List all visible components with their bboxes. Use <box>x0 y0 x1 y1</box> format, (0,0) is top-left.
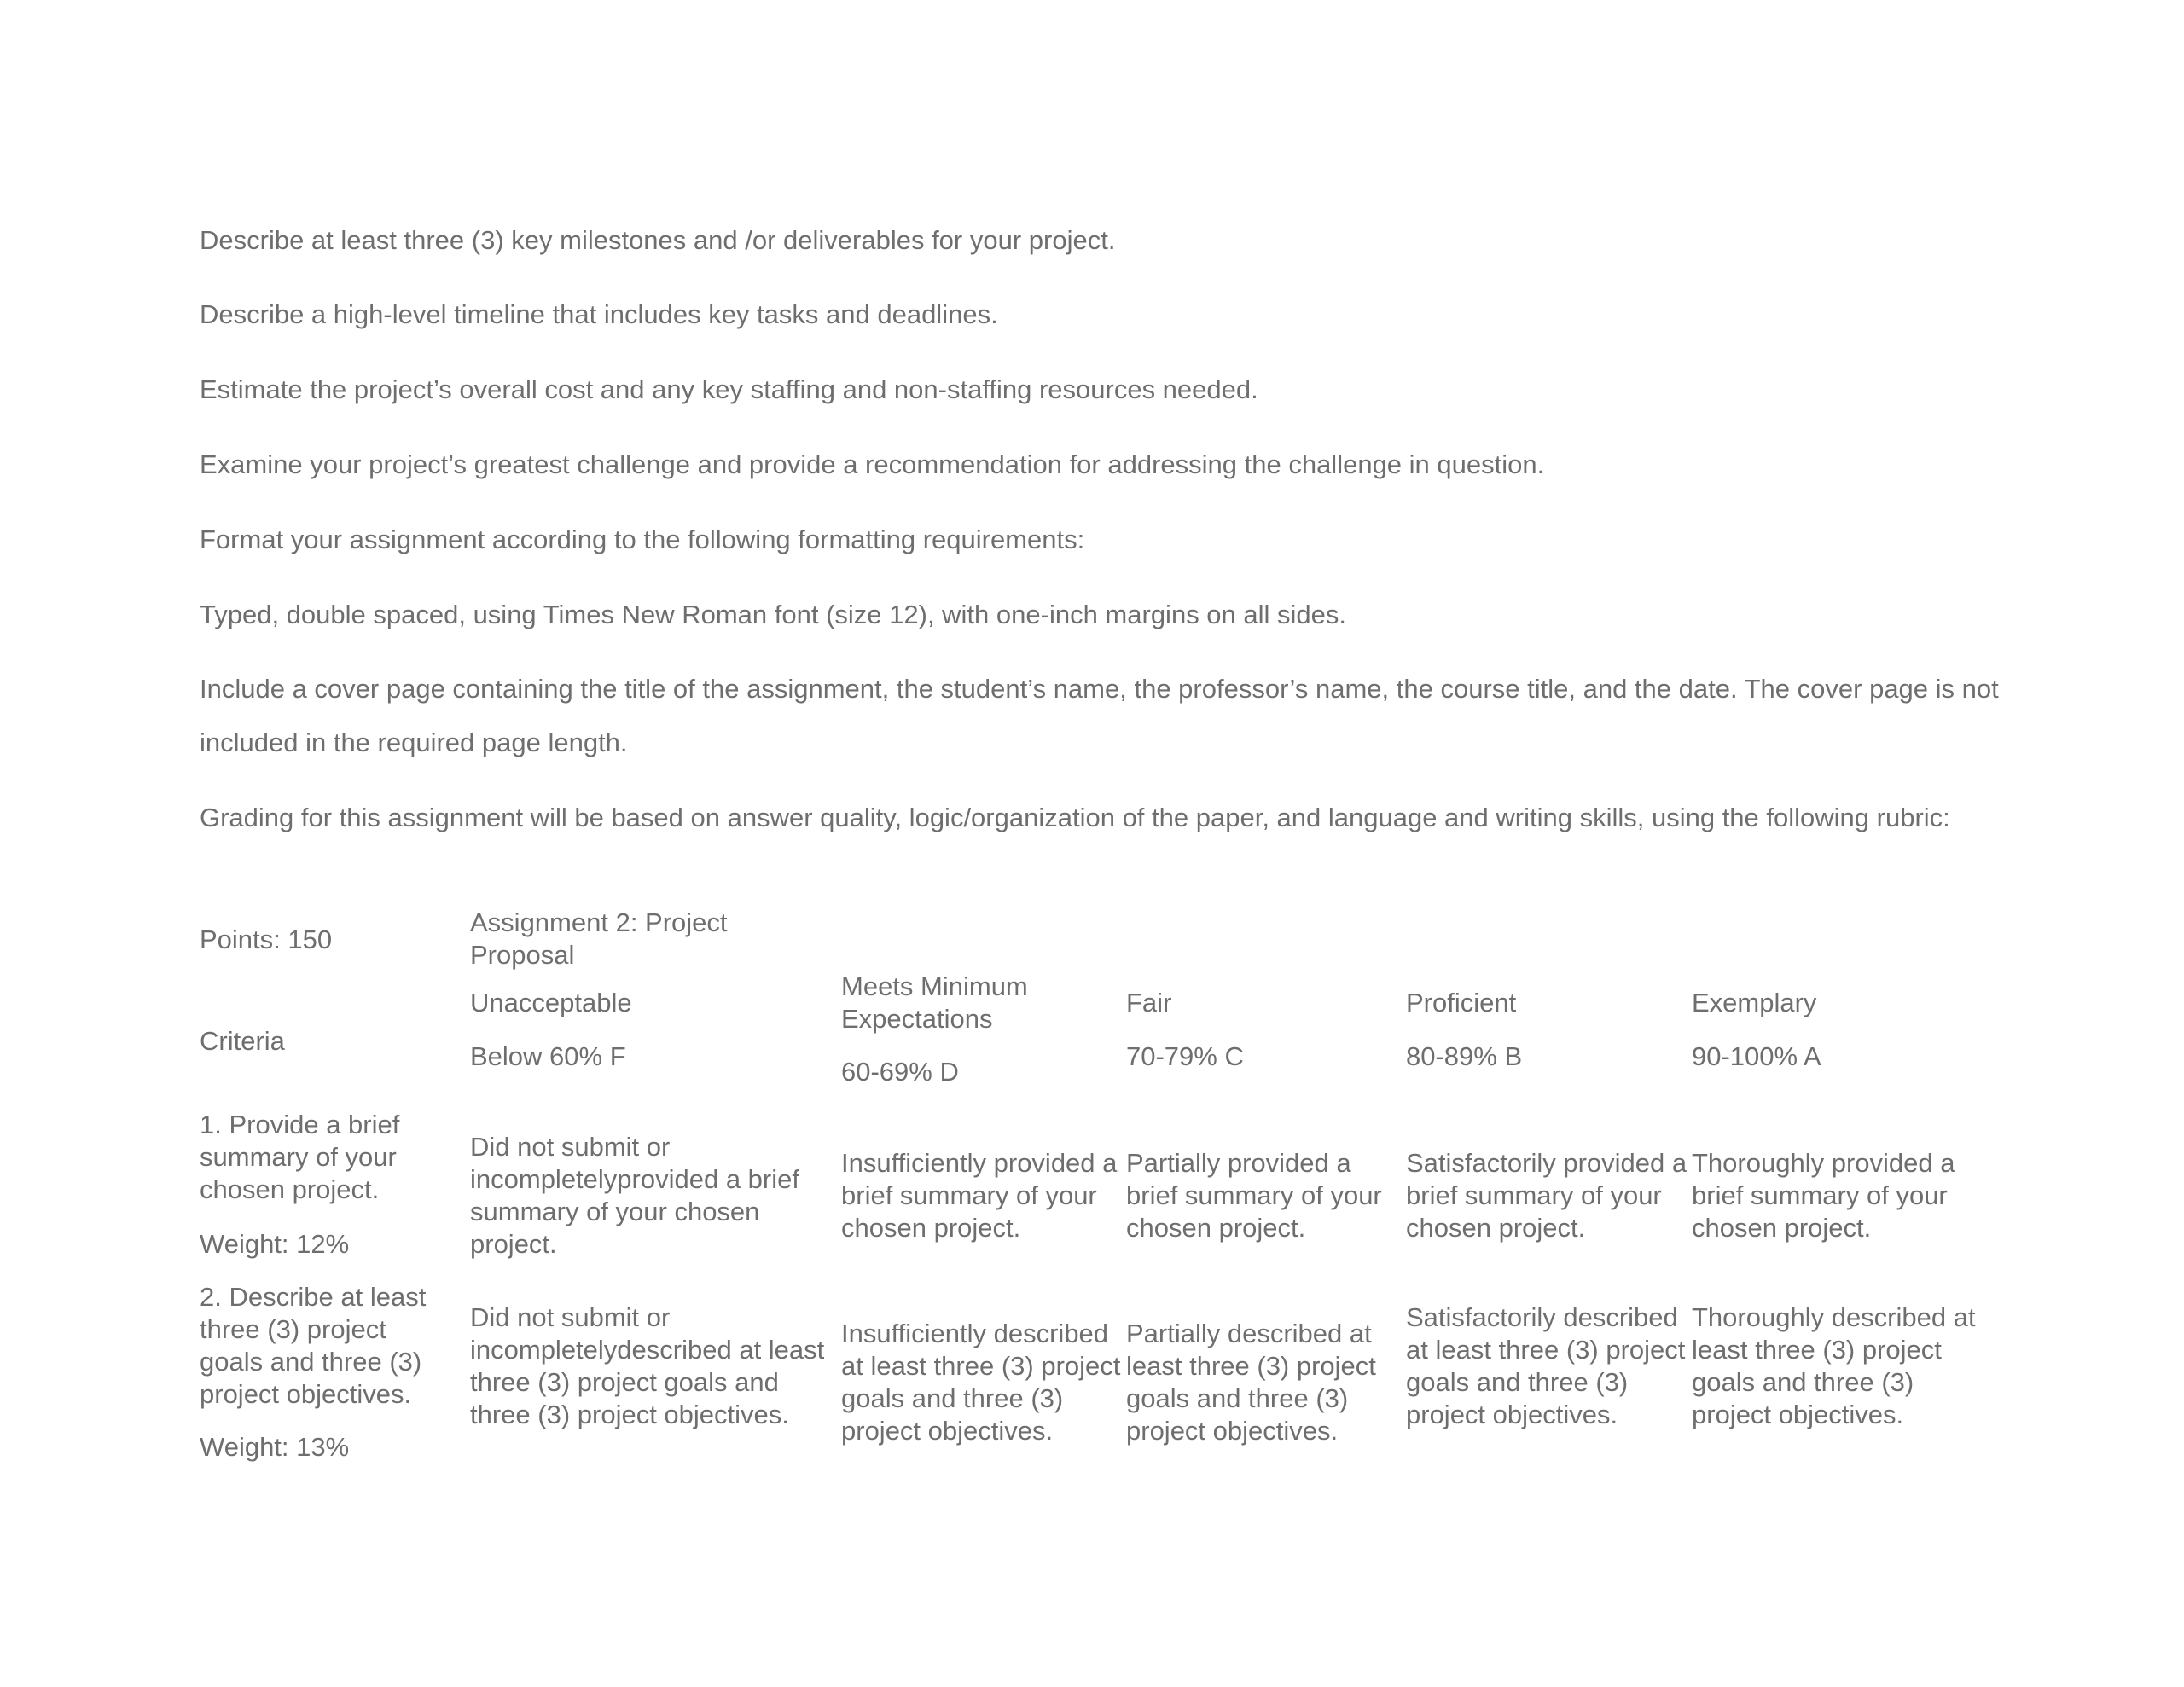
row2-fair: Partially described at least three (3) project goals and three (3) project objectives. <box>1126 1319 1376 1446</box>
instruction-timeline: Describe a high-level timeline that includes key tasks and deadlines. <box>200 299 998 329</box>
level-unacceptable-range: Below 60% F <box>470 1041 626 1071</box>
level-exemplary-range: 90-100% A <box>1692 1041 1821 1071</box>
level-exemplary-name: Exemplary <box>1692 988 1817 1017</box>
criterion-summary-weight: Weight: 12% <box>200 1229 350 1259</box>
level-meets-minimum-range: 60-69% D <box>841 1057 959 1087</box>
criterion-summary: 1. Provide a brief summary of your chosen project. <box>200 1110 400 1204</box>
row1-fair: Partially provided a brief summary of your chosen project. <box>1126 1148 1382 1243</box>
level-proficient-name: Proficient <box>1406 988 1517 1017</box>
instruction-grading: Grading for this assignment will be based on answer quality, logic/organization of the paper, and language and writing skills, using the following rubric: <box>200 803 1950 832</box>
row2-meets-minimum: Insufficiently described at least three (3) project goals and three (3) project objectives. <box>841 1319 1121 1446</box>
row2-unacceptable: Did not submit or incompletelydescribed at least three (3) project goals and three (3) project objectives. <box>470 1302 825 1429</box>
instruction-challenge: Examine your project’s greatest challenge and provide a recommendation for addressing the challenge in question. <box>200 449 1545 479</box>
row2-proficient: Satisfactorily described at least three (3) project goals and three (3) project objectives. <box>1406 1302 1686 1429</box>
level-proficient-range: 80-89% B <box>1406 1041 1523 1071</box>
rubric-points: Points: 150 <box>200 925 333 954</box>
row1-proficient: Satisfactorily provided a brief summary of your chosen project. <box>1406 1148 1687 1243</box>
level-unacceptable-name: Unacceptable <box>470 988 632 1017</box>
instruction-cost: Estimate the project’s overall cost and any key staffing and non-staffing resources needed. <box>200 374 1258 404</box>
instruction-format: Format your assignment according to the following formatting requirements: <box>200 525 1085 554</box>
criterion-goals-objectives-weight: Weight: 13% <box>200 1432 350 1462</box>
row1-unacceptable: Did not submit or incompletelyprovided a brief summary of your chosen project. <box>470 1132 799 1259</box>
level-meets-minimum-name: Meets Minimum Expectations <box>841 971 1028 1034</box>
instruction-cover-page: Include a cover page containing the title of the assignment, the student’s name, the professor’s name, the course title, and the date. The cover page is not included in the required page length. <box>200 674 1999 757</box>
row1-exemplary: Thoroughly provided a brief summary of your chosen project. <box>1692 1148 1955 1243</box>
instruction-typed: Typed, double spaced, using Times New Roman font (size 12), with one-inch margins on all sides. <box>200 600 1347 629</box>
rubric-criteria-label: Criteria <box>200 1026 285 1056</box>
level-fair-range: 70-79% C <box>1126 1041 1244 1071</box>
instruction-milestones: Describe at least three (3) key milestones and /or deliverables for your project. <box>200 225 1116 255</box>
level-fair-name: Fair <box>1126 988 1172 1017</box>
row2-exemplary: Thoroughly described at least three (3) project goals and three (3) project objectives. <box>1692 1302 1976 1429</box>
row1-meets-minimum: Insufficiently provided a brief summary of your chosen project. <box>841 1148 1118 1243</box>
rubric-assignment-title: Assignment 2: Project Proposal <box>470 907 728 970</box>
criterion-goals-objectives: 2. Describe at least three (3) project goals and three (3) project objectives. <box>200 1282 427 1409</box>
